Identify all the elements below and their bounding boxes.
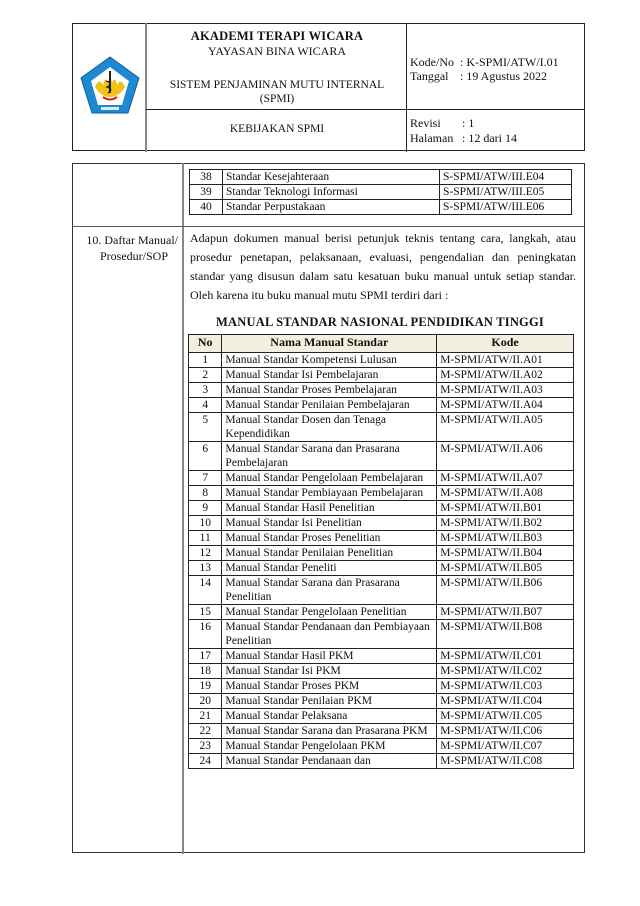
row-code: M-SPMI/ATW/II.B05 — [437, 561, 574, 576]
row-code: M-SPMI/ATW/II.A08 — [437, 486, 574, 501]
row-name: Manual Standar Hasil PKM — [222, 649, 437, 664]
meta-halaman — [410, 131, 517, 145]
table-row — [190, 170, 572, 185]
table-header-row — [189, 335, 574, 353]
row-code: M-SPMI/ATW/II.C02 — [437, 664, 574, 679]
row-name: Manual Standar Sarana dan Prasarana PKM — [222, 724, 437, 739]
header-divider-logo — [145, 23, 147, 152]
section-label — [74, 232, 178, 264]
table-row — [189, 649, 574, 664]
table-row — [189, 709, 574, 724]
row-name: Manual Standar Proses Pembelajaran — [222, 383, 437, 398]
row-code: M-SPMI/ATW/II.C07 — [437, 739, 574, 754]
meta-revisi — [410, 116, 474, 130]
table-row — [189, 368, 574, 383]
table-row — [189, 531, 574, 546]
table-row — [189, 442, 574, 471]
section-label-line1: 10. Daftar Manual/ — [86, 233, 178, 247]
row-name: Standar Perpustakaan — [223, 200, 440, 215]
row-code: M-SPMI/ATW/II.A01 — [437, 353, 574, 368]
row-code: M-SPMI/ATW/II.B03 — [437, 531, 574, 546]
row-number: 6 — [189, 442, 222, 471]
row-code: M-SPMI/ATW/II.C01 — [437, 649, 574, 664]
row-name: Manual Standar Penilaian PKM — [222, 694, 437, 709]
row-number: 18 — [189, 664, 222, 679]
row-name: Manual Standar Pendanaan dan — [222, 754, 437, 769]
row-name: Manual Standar Pendanaan dan Pembiayaan Penelitian — [222, 620, 437, 649]
academy-logo-icon — [79, 55, 141, 117]
row-name: Manual Standar Penilaian Pembelajaran — [222, 398, 437, 413]
table-row — [189, 516, 574, 531]
meta-kode — [410, 55, 559, 69]
row-name: Manual Standar Sarana dan Prasarana Penelitian — [222, 576, 437, 605]
row-code: M-SPMI/ATW/II.B06 — [437, 576, 574, 605]
section-label-line2: Prosedur/SOP — [99, 249, 168, 263]
row-code: M-SPMI/ATW/II.A02 — [437, 368, 574, 383]
document-title: KEBIJAKAN SPMI — [229, 123, 325, 135]
header-divider-meta — [406, 23, 407, 152]
table-row — [189, 546, 574, 561]
table-row — [189, 739, 574, 754]
row-code: M-SPMI/ATW/II.B01 — [437, 501, 574, 516]
row-number: 23 — [189, 739, 222, 754]
row-number: 19 — [189, 679, 222, 694]
row-number: 9 — [189, 501, 222, 516]
row-number: 7 — [189, 471, 222, 486]
meta-label: Revisi — [410, 116, 441, 130]
row-number: 15 — [189, 605, 222, 620]
row-number: 10 — [189, 516, 222, 531]
foundation-name: YAYASAN BINA WICARA — [207, 44, 347, 58]
meta-tanggal — [410, 69, 547, 83]
row-number: 22 — [189, 724, 222, 739]
table-row — [189, 754, 574, 769]
row-code: M-SPMI/ATW/II.A06 — [437, 442, 574, 471]
column-header-name: Nama Manual Standar — [222, 335, 437, 353]
table-row — [190, 185, 572, 200]
table-row — [189, 413, 574, 442]
table-row — [189, 353, 574, 368]
table-row — [189, 679, 574, 694]
row-number: 39 — [190, 185, 223, 200]
row-code: M-SPMI/ATW/II.B07 — [437, 605, 574, 620]
table-row — [189, 471, 574, 486]
table-row — [189, 694, 574, 709]
system-name-line2: (SPMI) — [259, 93, 295, 105]
section-paragraph: Adapun dokumen manual berisi petunjuk teknis tentang cara, langkah, atau prosedur penetapan, pelaksanaan, evaluasi, pengendalian dan peningkatan standar yang disusun dalam satu kesatuan buku manual untuk setiap standar. Oleh karena itu buku manual mutu SPMI terdiri dari : — [190, 231, 576, 302]
row-code: M-SPMI/ATW/II.A04 — [437, 398, 574, 413]
row-name: Manual Standar Peneliti — [222, 561, 437, 576]
table-row — [189, 398, 574, 413]
header-divider-row — [146, 109, 585, 110]
row-code: M-SPMI/ATW/II.C05 — [437, 709, 574, 724]
row-code: M-SPMI/ATW/II.B08 — [437, 620, 574, 649]
row-name: Manual Standar Isi Pembelajaran — [222, 368, 437, 383]
row-name: Manual Standar Pengelolaan Penelitian — [222, 605, 437, 620]
row-code: M-SPMI/ATW/II.B02 — [437, 516, 574, 531]
meta-value: : 19 Agustus 2022 — [460, 69, 548, 83]
row-name: Manual Standar Proses PKM — [222, 679, 437, 694]
table-row — [190, 200, 572, 215]
system-name-line1: SISTEM PENJAMINAN MUTU INTERNAL — [169, 79, 385, 91]
row-code: S-SPMI/ATW/III.E06 — [440, 200, 572, 215]
row-number: 3 — [189, 383, 222, 398]
table-row — [189, 620, 574, 649]
row-name: Standar Kesejahteraan — [223, 170, 440, 185]
table-row — [189, 383, 574, 398]
row-number: 24 — [189, 754, 222, 769]
column-header-code: Kode — [437, 335, 574, 353]
table-row — [189, 576, 574, 605]
table-row — [189, 561, 574, 576]
meta-value: : 1 — [462, 116, 475, 130]
row-number: 38 — [190, 170, 223, 185]
row-code: M-SPMI/ATW/II.A03 — [437, 383, 574, 398]
row-code: M-SPMI/ATW/II.C04 — [437, 694, 574, 709]
row-code: M-SPMI/ATW/II.B04 — [437, 546, 574, 561]
row-number: 12 — [189, 546, 222, 561]
row-code: M-SPMI/ATW/II.A07 — [437, 471, 574, 486]
body-column-divider — [182, 163, 184, 854]
row-name: Manual Standar Penilaian Penelitian — [222, 546, 437, 561]
row-number: 5 — [189, 413, 222, 442]
meta-label: Halaman — [410, 131, 454, 145]
row-code: S-SPMI/ATW/III.E05 — [440, 185, 572, 200]
row-code: M-SPMI/ATW/II.C03 — [437, 679, 574, 694]
row-name: Manual Standar Pembiayaan Pembelajaran — [222, 486, 437, 501]
table-row — [189, 605, 574, 620]
row-name: Manual Standar Proses Penelitian — [222, 531, 437, 546]
row-name: Manual Standar Pelaksana — [222, 709, 437, 724]
row-code: M-SPMI/ATW/II.A05 — [437, 413, 574, 442]
institution-name: AKADEMI TERAPI WICARA — [190, 29, 364, 43]
manual-table-title: MANUAL STANDAR NASIONAL PENDIDIKAN TINGGI — [216, 315, 544, 329]
row-code: M-SPMI/ATW/II.C06 — [437, 724, 574, 739]
meta-label: Kode/No — [410, 55, 454, 69]
row-number: 4 — [189, 398, 222, 413]
row-name: Manual Standar Hasil Penelitian — [222, 501, 437, 516]
row-number: 17 — [189, 649, 222, 664]
row-name: Manual Standar Sarana dan Prasarana Pembelajaran — [222, 442, 437, 471]
row-number: 13 — [189, 561, 222, 576]
table-row — [189, 724, 574, 739]
meta-value: : 12 dari 14 — [462, 131, 517, 145]
previous-standards-table — [189, 169, 572, 215]
row-code: S-SPMI/ATW/III.E04 — [440, 170, 572, 185]
row-number: 11 — [189, 531, 222, 546]
meta-label: Tanggal — [410, 69, 449, 83]
system-name — [148, 78, 406, 106]
row-number: 8 — [189, 486, 222, 501]
table-row — [189, 486, 574, 501]
row-number: 14 — [189, 576, 222, 605]
row-name: Manual Standar Kompetensi Lulusan — [222, 353, 437, 368]
row-number: 40 — [190, 200, 223, 215]
manual-standards-table — [188, 334, 574, 769]
table-row — [189, 501, 574, 516]
row-name: Manual Standar Isi Penelitian — [222, 516, 437, 531]
row-name: Manual Standar Pengelolaan PKM — [222, 739, 437, 754]
row-code: M-SPMI/ATW/II.C08 — [437, 754, 574, 769]
row-name: Manual Standar Isi PKM — [222, 664, 437, 679]
row-number: 21 — [189, 709, 222, 724]
row-name: Standar Teknologi Informasi — [223, 185, 440, 200]
row-number: 2 — [189, 368, 222, 383]
row-number: 16 — [189, 620, 222, 649]
table-row — [189, 664, 574, 679]
column-header-no: No — [189, 335, 222, 353]
row-name: Manual Standar Dosen dan Tenaga Kependidikan — [222, 413, 437, 442]
meta-value: : K-SPMI/ATW/I.01 — [460, 55, 559, 69]
row-name: Manual Standar Pengelolaan Pembelajaran — [222, 471, 437, 486]
section-divider — [73, 226, 585, 227]
row-number: 20 — [189, 694, 222, 709]
row-number: 1 — [189, 353, 222, 368]
